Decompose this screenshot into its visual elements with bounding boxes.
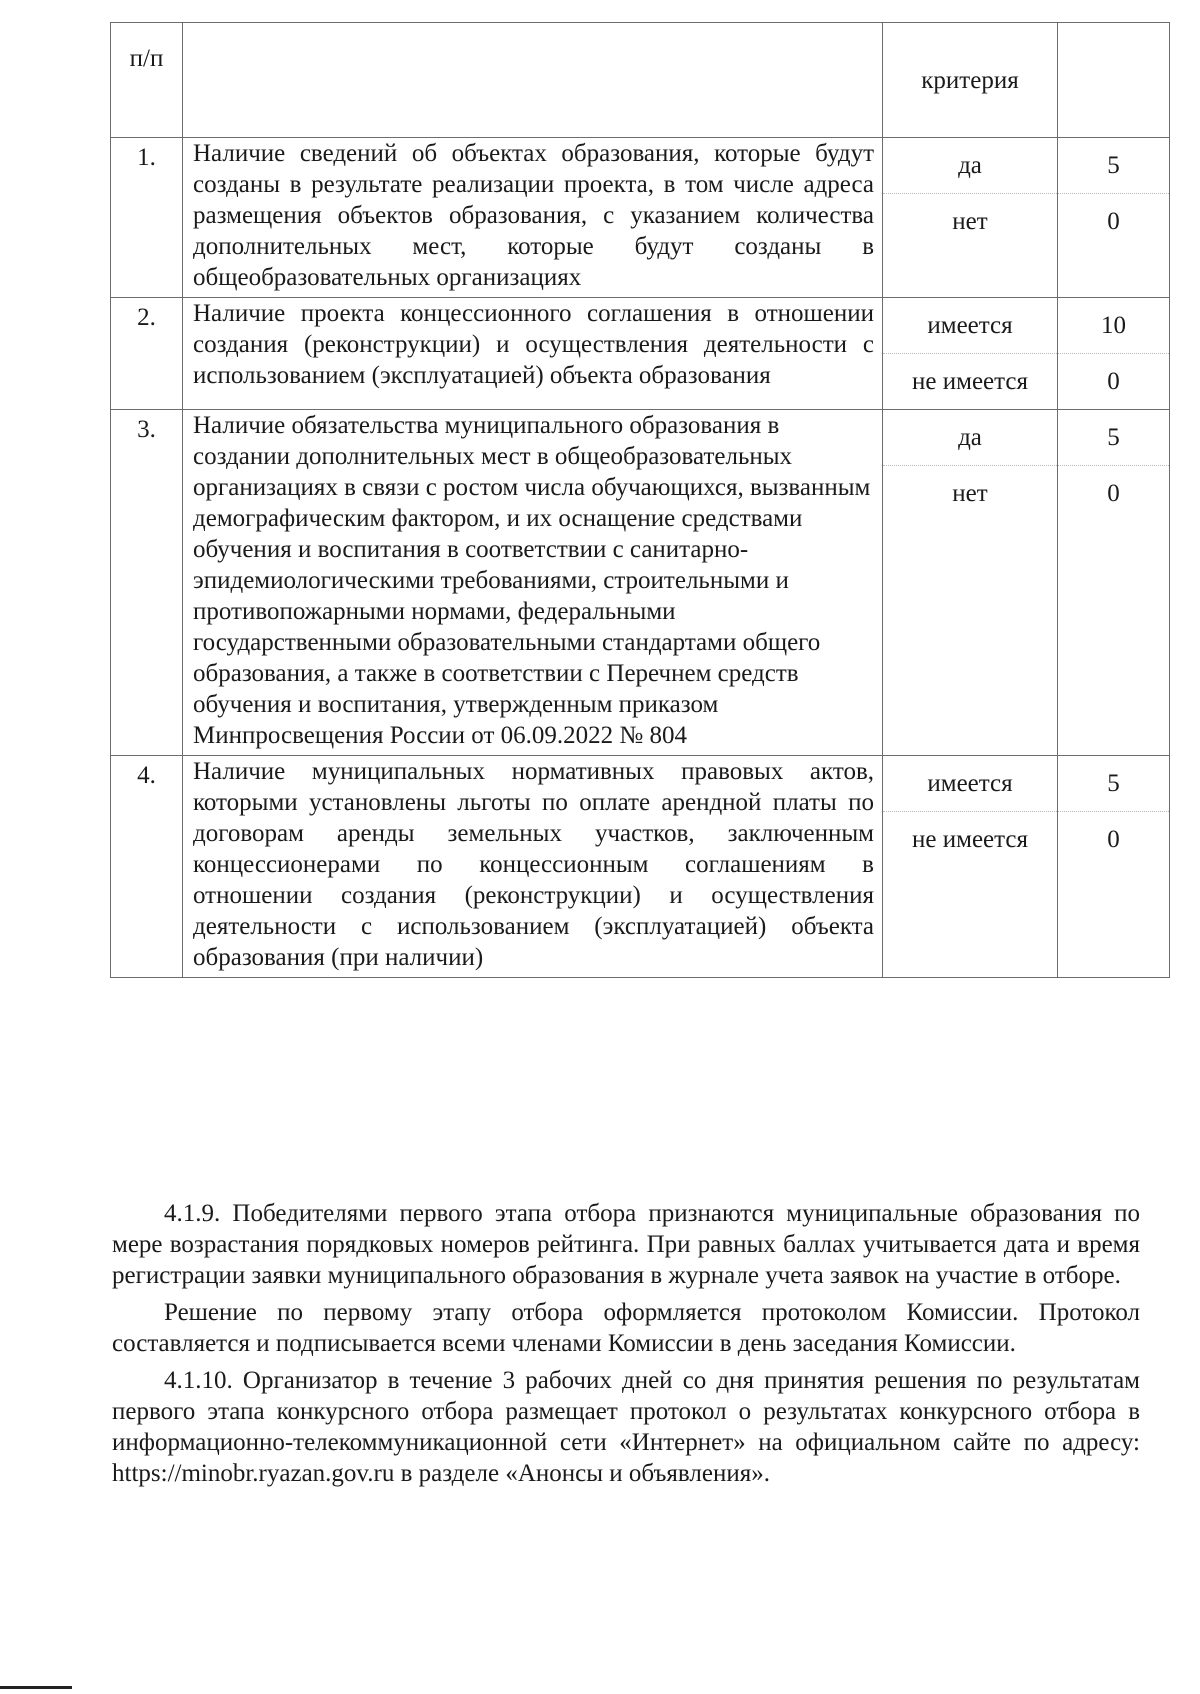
score-value: 0	[1107, 208, 1120, 235]
score-value: 0	[1107, 480, 1120, 507]
score-value: 0	[1107, 368, 1120, 395]
row-scores	[1058, 756, 1170, 978]
body-text	[112, 1198, 1140, 1495]
header-num: п/п	[111, 23, 183, 138]
row-number: 1.	[111, 138, 183, 298]
row-text: Наличие муниципальных нормативных правовых актов, которыми установлены льготы по оплате арендной платы по договорам аренды земельных участков, заключенным концессионерами по концессионным соглашениям в отношении создания (реконструкции) и осуществления деятельности с использованием (эксплуатацией) объекта образования (при наличии)	[183, 756, 883, 978]
row-number: 3.	[111, 410, 183, 756]
criterion-option: имеется	[883, 756, 1057, 812]
criterion-option: да	[883, 138, 1057, 194]
criterion-option: не имеется	[912, 826, 1028, 853]
paragraph-4-1-9: 4.1.9. Победителями первого этапа отбора признаются муниципальные образования по мере возрастания порядковых номеров рейтинга. При равных баллах учитывается дата и время регистрации заявки муниципального образования в журнале учета заявок на участие в отборе.	[112, 1200, 1140, 1289]
score-value: 5	[1058, 756, 1169, 812]
header-criteria: критерия	[883, 23, 1058, 138]
row-text: Наличие проекта концессионного соглашения в отношении создания (реконструкции) и осуществления деятельности с использованием (эксплуатацией) объекта образования	[183, 298, 883, 410]
row-criteria	[883, 410, 1058, 756]
score-value: 0	[1107, 826, 1120, 853]
row-number: 2.	[111, 298, 183, 410]
row-criteria	[883, 298, 1058, 410]
criterion-option: не имеется	[912, 368, 1028, 395]
score-value: 5	[1058, 410, 1169, 466]
table-header-row	[111, 23, 1170, 138]
row-criteria	[883, 138, 1058, 298]
row-number: 4.	[111, 756, 183, 978]
row-text: Наличие обязательства муниципального образования в создании дополнительных мест в общеобразовательных организациях в связи с ростом числа обучающихся, вызванным демографическим фактором, и их оснащение средствами обучения и воспитания в соответствии с санитарно-эпидемиологическими требованиями, строительными и противопожарными нормами, федеральными государственными образовательными стандартами общего образования, а также в соответствии с Перечнем средств обучения и воспитания, утвержденным приказом Минпросвещения России от 06.09.2022 № 804	[183, 410, 883, 756]
row-text: Наличие сведений об объектах образования, которые будут созданы в результате реализации проекта, в том числе адреса размещения объектов образования, с указанием количества дополнительных мест, которые будут созданы в общеобразовательных организациях	[183, 138, 883, 298]
score-value: 5	[1058, 138, 1169, 194]
scan-edge-mark	[0, 1686, 72, 1689]
row-criteria	[883, 756, 1058, 978]
table-row	[111, 138, 1170, 298]
criteria-table	[110, 22, 1170, 978]
criterion-option: нет	[952, 480, 988, 507]
criterion-option: имеется	[883, 298, 1057, 354]
header-score	[1058, 23, 1170, 138]
paragraph-decision: Решение по первому этапу отбора оформляется протоколом Комиссии. Протокол составляется и подписывается всеми членами Комиссии в день заседания Комиссии.	[112, 1299, 1140, 1357]
header-empty	[183, 23, 883, 138]
table-row	[111, 410, 1170, 756]
table-row	[111, 756, 1170, 978]
score-value: 10	[1058, 298, 1169, 354]
paragraph-4-1-10: 4.1.10. Организатор в течение 3 рабочих дней со дня принятия решения по результатам первого этапа конкурсного отбора размещает протокол о результатах конкурсного отбора в информационно-телекоммуникационной сети «Интернет» на официальном сайте по адресу: https://minobr.ryazan.gov.ru в разделе «Анонсы и объявления».	[112, 1367, 1140, 1487]
criterion-option: нет	[952, 208, 988, 235]
row-scores	[1058, 298, 1170, 410]
row-scores	[1058, 410, 1170, 756]
table-row	[111, 298, 1170, 410]
criterion-option: да	[883, 410, 1057, 466]
row-scores	[1058, 138, 1170, 298]
